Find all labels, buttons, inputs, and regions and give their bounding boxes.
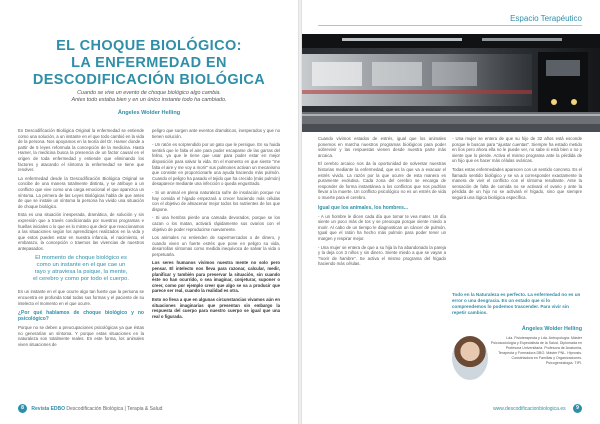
left-column-2 — [152, 128, 280, 322]
paragraph: Los animales no entienden de supermercados o de dinero, y cuando viven un fuerte estrés que pone en peligro su vida, desarrollan síntomas como medida inequívoca de salvar la vida o perpetuarla. — [152, 235, 280, 257]
right-footer — [493, 404, 582, 413]
subheading: Igual que los animales, los hombres... — [318, 204, 409, 211]
highlight-callout: Todo en la Naturaleza es perfecto. La enfermedad no es un error o una desgracia. Es un estado que si lo comprendemos lo podemos trascender. Para vivir sin repetir cambios. — [452, 292, 581, 315]
subheading: ¿Por qué hablamos de choque biológico y no psicológico? — [18, 310, 144, 323]
left-footer — [18, 404, 162, 413]
paragraph: - Una mujer se entera de que su hijo de 32 años está esconde porque le buscan para "ajustar cuentas". Siempre ha estado metido en líos pero ahora ella no le puede ver, no sabe si está bien o no y siente que lo pierde. Activa el mismo programa ante la pérdida de un hijo que es hacer más células ováricas. — [452, 136, 582, 164]
article-title: EL CHOQUE BIOLÓGICO: LA ENFERMEDAD EN DESCODIFICACIÓN BIOLÓGICA — [32, 38, 266, 88]
magazine-name: Revista EDBO — [31, 405, 66, 412]
subway-train-photo — [302, 34, 600, 132]
paragraph: Cuando vivimos estados de estrés, igual que los animales ponemos en marcha nuestros programas biológicos para poder sobrevivir y las respuestas vienen desde nuestra parte más arcaica. — [318, 136, 446, 158]
paragraph: - Un ratón es sorprendido por un gato que le persigue. En su huida sentirá que le falta el aire para poder escaparse de las garras del felino, ya que le tiene que usar para poder estar en mejor disposición para salvar la vida. En el momento en que siente "me falta el aire y me voy a morir" sus pulmones activan un mecanismo que consiste en proporcionarle una ayuda haciendo más pulmón. Cuando el peligro ha pasado el tejido que ha crecido (más pulmón) desaparece mediante una infección o queda engustrado. — [152, 142, 280, 187]
section-tag: Espacio Terapéutico — [510, 14, 582, 23]
right-column-1 — [318, 136, 446, 270]
right-column-2 — [452, 136, 582, 204]
paragraph: El cerebro arcaico nos da la oportunidad de solventar nuestras historias mediante la enfermedad, que es la que va a evacuar el estrés vivido. La razón por la que ocurre de esta manera es puramente evolutiva. Cada zona del cerebro se encarga de responder de forma instantánea a los conflictos que nos podrían llevar a la muerte. Un conflicto psicológico no es un estrés de vida o muerte para el cerebro. — [318, 161, 446, 200]
pull-quote: El momento de choque biológico es como un instante en el que cae un rayo y atraviesa la psique, la mente, el cerebro y como por todo el cuerpo. — [32, 255, 130, 283]
website-link[interactable]: www.descodificacionbiologica.es — [493, 405, 566, 412]
paragraph: Porque no se deben a preocupaciones psicológicas ya que éstas no generarían un síntoma. Y porque estas situaciones en la naturaleza son totalmente reales. En este forma, los animales viven situaciones de — [18, 325, 144, 348]
paragraph: Es un instante en el que ocurre algo tan fuerte que la persona se encuentra en profunda total todas sus formas y el paciente de su intelecto el momento en el que ocurre. — [18, 289, 144, 306]
paragraph: - Si una hembra pierde una camada devorados, porque se los cazan o los matan, activará rápidamente sus ovarios con el objetivo de poder reproducirse nuevamente. — [152, 215, 280, 232]
paragraph: Todas estas enfermedades aparecen con un sentido concreto. Es el llamado sentido biológico y se va a corresponder exactamente la manera de vivir el conflicto con el síntoma resultante. Ante la sensación de falta de comida no se activará el ovario y ante la pérdida de un hijo no se activará el hígado, sino que siempre seguirá una lógica biológica específica. — [452, 166, 582, 200]
paragraph: - A un hombre le dicen cada día que tomar te vea mater. Un día siente un poco más de tos y se preocupa porque siente miedo a morir. Al cabo de un tiempo le diagnostican un cáncer de pulmón. Igual que el ratón ha hecho más pulmón para poder tener un margen y respirar mejor. — [318, 213, 446, 241]
article-subtitle: Cuando se vive un evento de choque biológico algo cambia. Antes todo estaba bien y en un único instante todo ha cambiado. — [71, 90, 227, 103]
subway-illustration — [302, 34, 600, 132]
paragraph: Los seres humanos vivimos nuestra mente no solo pero pensar. El intelecto nos lleva para razonar, calcular, medir, planificar y también para preservar la situación, sin cuando éste no han ocurrido, o sea imaginar, conjeturar, suponer o creer, como por ejemplo creer que algo se va a producir que parece ser real, cuando la realidad es otra. — [152, 260, 280, 294]
paragraph: En Descodificación Biológica Original la enfermedad se entiende como una solución, a un instante en el que todo cambió en la vida de la persona. Nos apoyamos en la teoría del Dr. Hamer donde a partir de 5 leyes reformula la concepción de la medicina. Hasta Hamer, la medicina busca la presencia de un factor causal en el origen de toda enfermedad y entiende que eliminando los factores y atacando el síntoma la enfermedad se tiene que resolver. — [18, 128, 144, 173]
page-number: 8 — [18, 404, 27, 413]
left-page — [0, 0, 298, 424]
author-bio: Lda. Fisioterapeuta y Lda. Antropología. Máster Psicosociología y Especialista de la Salud. Diplomada en Profesora Universitaria. Profesora de Anatomía, Terapeuta y Formadora DBO. Máster PNL. Hipnosis. Consteladora en Familias y Organizaciones. Psicogenealogía. TIPI. — [490, 336, 582, 365]
page-number: 9 — [573, 404, 582, 413]
paragraph: Esto no lleva a que en algunas circunstancias vivamos aún en situaciones imaginarias que presentan sin embargo la respuesta del cuerpo para nuestro cuerpo se igual que una real o figurada. — [152, 297, 280, 319]
footer-text: Descodificación Biológica | Terapia & Salud — [66, 405, 163, 412]
paragraph: La enfermedad desde la Descodificación Biológica Original se concibe de una manera totalmente distinta, y se atribuye a un conflicto que vive como una carga emocional el que aparezca un síntoma. La primera de las Leyes Biológicas habla de que antes de que se instale un síntoma la persona ha vivido una situación de choque biológico. — [18, 175, 144, 209]
paragraph: - Una mujer se entera de que a su hija la ha abandonado la pareja y la deja con 3 niños y sin dinero. Siente miedo a que se vayan a "morir de hambre". Se activa el mismo programa del hígado haciendo más células. — [318, 244, 446, 267]
article-author: Ángeles Wolder Helling — [117, 110, 181, 116]
section-divider — [318, 25, 582, 26]
paragraph: peligro que surgen ante eventos dramáticos, inesperados y que no tienen solución. — [152, 128, 280, 139]
left-column-1 — [18, 128, 144, 351]
paragraph: - Si un animal en plena naturaleza sufre de insolación porque no hay comida el hígado empezará a crecer haciendo más células con el objetivo de almacenar mejor todos los nutrientes de los que dispone. — [152, 189, 280, 212]
author-portrait — [452, 336, 488, 380]
bio-author-name: Ángeles Wolder Helling — [521, 326, 582, 332]
paragraph: Esta es una situación inesperada, dramática, de solución y sin expresión que a través condicionada por nuestros programas e huellas iniciales o lo que es lo mismo que decir que reaccionamos a las situaciones según los aprendizajes realizados en la vida y que estos pueden estar en nuestra infancia, el nacimiento, el embarazo, la concepción o traemos las vivencias de nuestros antepasados. — [18, 212, 144, 251]
